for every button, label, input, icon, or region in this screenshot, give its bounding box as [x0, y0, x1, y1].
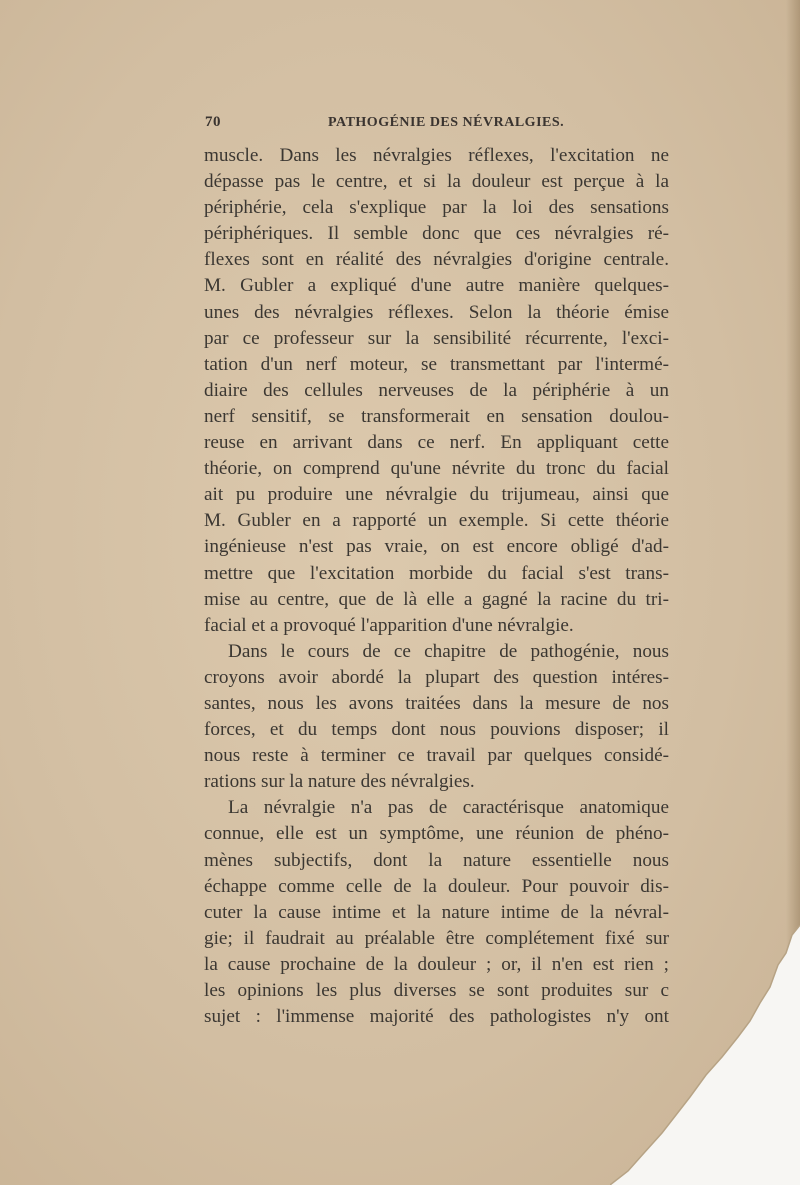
text-line: périphérie, cela s'explique par la loi des sensations [204, 197, 669, 219]
text-line: théorie, on comprend qu'une névrite du tronc du facial [204, 458, 669, 480]
running-title: PATHOGÉNIE DES NÉVRALGIES. [328, 115, 565, 130]
text-line: Dans le cours de ce chapitre de pathogénie, nous [228, 640, 669, 662]
text-line: reuse en arrivant dans ce nerf. En appliquant cette [204, 432, 669, 454]
text-line: périphériques. Il semble donc que ces névralgies ré- [204, 223, 669, 245]
text-line: cuter la cause intime et la nature intime de la névral- [204, 901, 669, 923]
text-line: nous reste à terminer ce travail par quelques considé- [204, 745, 669, 767]
text-line: muscle. Dans les névralgies réflexes, l'excitation ne [204, 145, 669, 166]
text-line: flexes sont en réalité des névralgies d'origine centrale. [204, 249, 669, 271]
text-line: mettre que l'excitation morbide du facial s'est trans- [204, 562, 669, 584]
running-header [205, 114, 675, 134]
text-line: facial et a provoqué l'apparition d'une névralgie. [204, 614, 574, 636]
text-line: échappe comme celle de la douleur. Pour pouvoir dis- [204, 875, 669, 897]
text-line: La névralgie n'a pas de caractérisque anatomique [228, 797, 669, 819]
text-line: ingénieuse n'est pas vraie, on est encore obligé d'ad- [204, 536, 669, 558]
torn-corner [610, 925, 800, 1185]
text-line: nerf sensitif, se transformerait en sensation doulou- [204, 405, 669, 427]
text-line: ait pu produire une névralgie du trijumeau, ainsi que [204, 484, 669, 506]
text-line: forces, et du temps dont nous pouvions disposer; il [204, 719, 669, 741]
text-line: gie; il faudrait au préalable être complétement fixé sur [204, 927, 669, 949]
body-text [204, 143, 669, 1030]
text-line: M. Gubler en a rapporté un exemple. Si cette théorie [204, 510, 669, 532]
text-line: connue, elle est un symptôme, une réunion de phéno- [204, 823, 669, 845]
text-line: sujet : l'immense majorité des pathologistes n'y ont [204, 1006, 669, 1028]
text-line: santes, nous les avons traitées dans la mesure de nos [204, 692, 669, 714]
text-line: les opinions les plus diverses se sont produites sur c [204, 980, 669, 1001]
text-line: rations sur la nature des névralgies. [204, 771, 475, 793]
text-line: tation d'un nerf moteur, se transmettant par l'intermé- [204, 353, 669, 375]
text-line: la cause prochaine de la douleur ; or, il n'en est rien ; [204, 953, 669, 975]
text-line: croyons avoir abordé la plupart des question intéres- [204, 666, 669, 688]
text-line: mènes subjectifs, dont la nature essentielle nous [204, 849, 669, 871]
page-number: 70 [205, 114, 221, 130]
text-line: mise au centre, que de là elle a gagné la racine du tri- [204, 588, 669, 610]
text-line: dépasse pas le centre, et si la douleur est perçue à la [204, 171, 669, 193]
text-line: diaire des cellules nerveuses de la périphérie à un [204, 379, 669, 401]
text-line: par ce professeur sur la sensibilité récurrente, l'exci- [204, 327, 669, 349]
text-line: M. Gubler a expliqué d'une autre manière quelques- [204, 275, 669, 297]
text-line: unes des névralgies réflexes. Selon la théorie émise [204, 301, 669, 323]
